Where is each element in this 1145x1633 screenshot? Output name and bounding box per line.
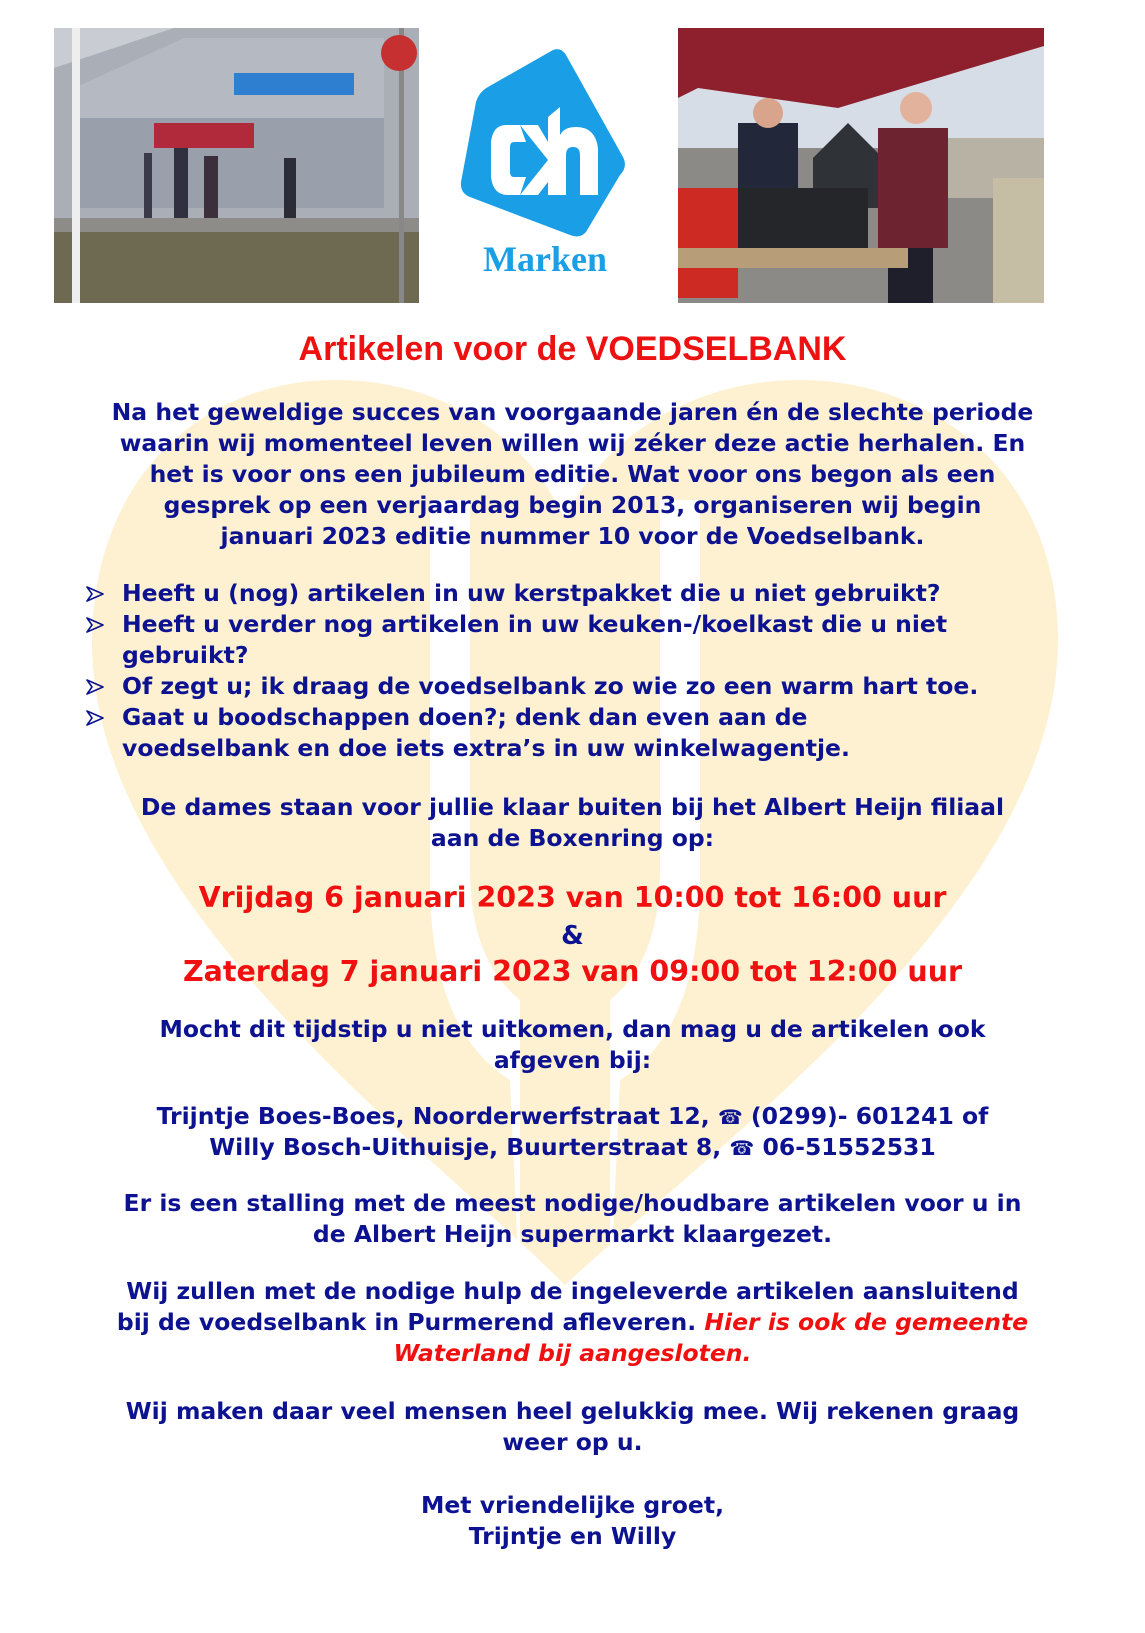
delivery-text: bij de voedselbank in Purmerend afleveren. (116, 1308, 705, 1336)
contact-willy (0, 1132, 1145, 1164)
list-item (86, 609, 1096, 671)
intro-line: Na het geweldige succes van voorgaande jaren én de slechte periode (111, 398, 1034, 426)
albert-heijn-logo-icon (458, 47, 628, 237)
delivery-line: Wij zullen met de nodige hulp de ingeleverde artikelen aansluitend (126, 1277, 1019, 1305)
contact-address: Willy Bosch-Uithuisje, Buurterstraat 8, (209, 1133, 730, 1161)
list-item (86, 702, 1096, 764)
stalling-line: de Albert Heijn supermarkt klaargezet. (312, 1220, 833, 1248)
logo-caption: Marken (483, 239, 607, 279)
intro-line: het is voor ons een jubileum editie. Wat voor ons begon als een (149, 460, 996, 488)
contact-trijntje (0, 1101, 1145, 1133)
list-item-text: Heeft u (nog) artikelen in uw kerstpakket die u niet gebruikt? (122, 579, 941, 607)
location-line: De dames staan voor jullie klaar buiten bij het Albert Heijn filiaal (140, 793, 1005, 821)
stalling-line: Er is een stalling met de meest nodige/houdbare artikelen voor u in (123, 1189, 1022, 1217)
telephone-icon: ☎ (717, 1105, 743, 1129)
date-saturday: Zaterdag 7 januari 2023 van 09:00 tot 12:00 uur (182, 955, 963, 988)
page-title: Artikelen voor de VOEDSELBANK (298, 330, 847, 368)
date-friday: Vrijdag 6 januari 2023 van 10:00 tot 16:00 uur (198, 881, 947, 914)
closing-line: Wij maken daar veel mensen heel gelukkig mee. Wij rekenen graag (125, 1397, 1020, 1425)
list-item (86, 671, 1096, 702)
contact-phone: 06-51552531 (754, 1133, 936, 1161)
telephone-icon: ☎ (729, 1136, 755, 1160)
date-separator: & (561, 921, 584, 951)
list-item-text: Heeft u verder nog artikelen in uw keuken-/koelkast die u niet (122, 610, 948, 638)
arrow-bullet-icon (86, 617, 104, 633)
intro-line: waarin wij momenteel leven willen wij zéker deze actie herhalen. En (119, 429, 1026, 457)
delivery-line (0, 1307, 1145, 1338)
contact-phone: (0299)- 601241 of (742, 1102, 989, 1130)
intro-line: januari 2023 editie nummer 10 voor de Voedselbank. (220, 522, 925, 550)
closing-line: weer op u. (502, 1428, 643, 1456)
signature-names: Trijntje en Willy (468, 1522, 677, 1550)
contact-address: Trijntje Boes-Boes, Noorderwerfstraat 12, (156, 1102, 718, 1130)
list-item-text: Gaat u boodschappen doen?; denk dan even aan de (122, 703, 808, 731)
signature-greeting: Met vriendelijke groet, (420, 1491, 725, 1519)
bullet-list (86, 578, 1096, 764)
list-item-text: gebruikt? (122, 641, 249, 669)
arrow-bullet-icon (86, 679, 104, 695)
alternative-line: afgeven bij: (493, 1046, 652, 1074)
alternative-line: Mocht dit tijdstip u niet uitkomen, dan mag u de artikelen ook (159, 1015, 986, 1043)
arrow-bullet-icon (86, 586, 104, 602)
volunteers-photo (678, 28, 1044, 303)
list-item-text: Of zegt u; ik draag de voedselbank zo wie zo een warm hart toe. (122, 672, 979, 700)
arrow-bullet-icon (86, 710, 104, 726)
store-front-photo (54, 28, 419, 303)
delivery-note: Waterland bij aangesloten. (393, 1339, 752, 1367)
location-line: aan de Boxenring op: (430, 824, 715, 852)
list-item-text: voedselbank en doe iets extra’s in uw winkelwagentje. (122, 734, 850, 762)
intro-line: gesprek op een verjaardag begin 2013, organiseren wij begin (163, 491, 982, 519)
list-item (86, 578, 1096, 609)
delivery-note: Hier is ook de gemeente (704, 1308, 1029, 1336)
